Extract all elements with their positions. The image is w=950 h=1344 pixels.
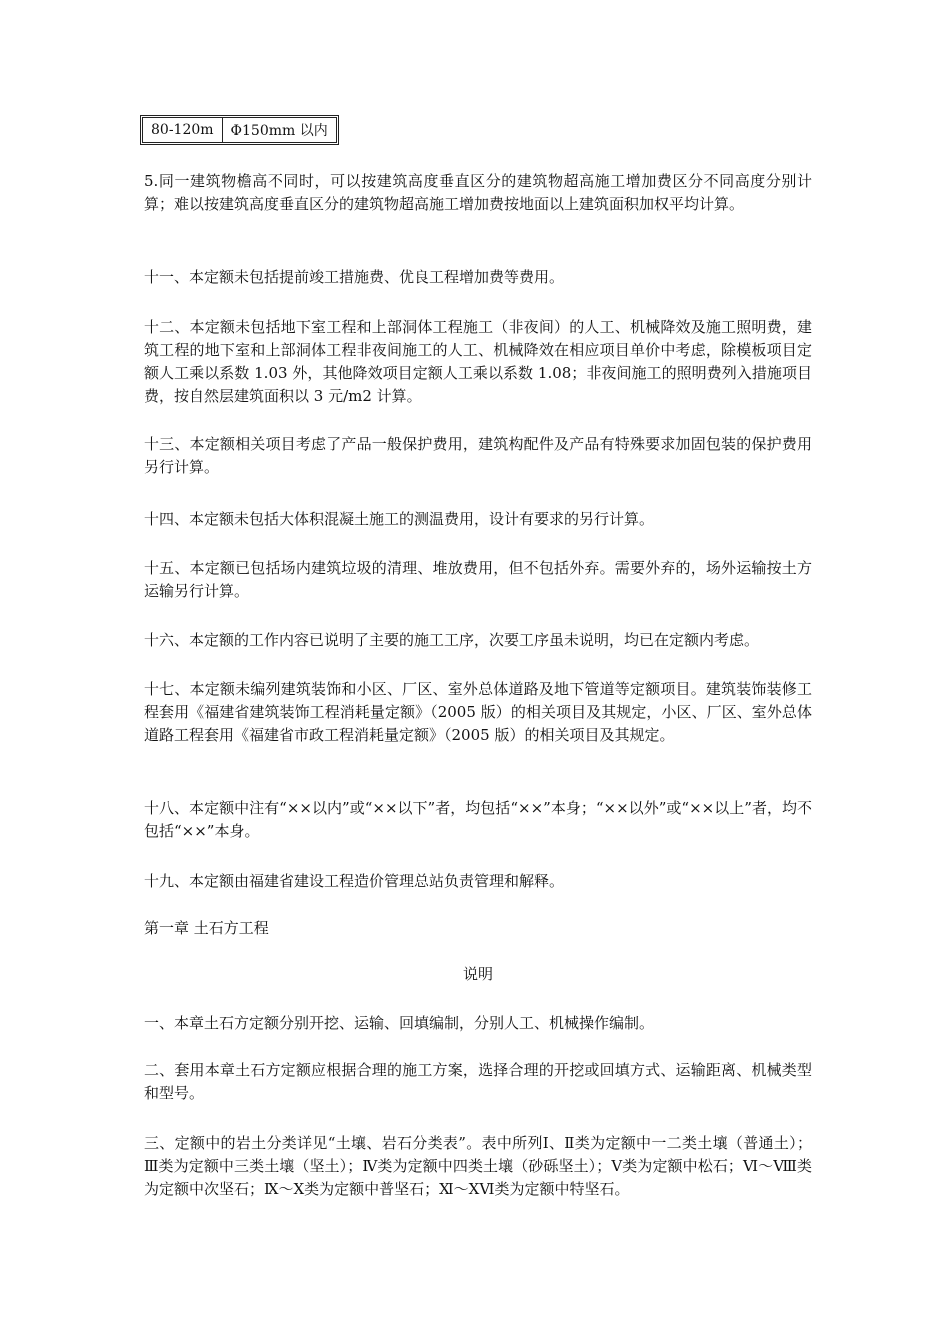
chapter-para-1: 一、本章土石方定额分别开挖、运输、回填编制，分别人工、机械操作编制。 <box>144 1014 655 1032</box>
paragraph-18: 十八、本定额中注有“××以内”或“××以下”者，均包括“××”本身；“××以外”或“××以上”者，均不包括“××”本身。 <box>144 799 812 840</box>
height-table <box>142 117 337 143</box>
paragraph-5: 5.同一建筑物檐高不同时，可以按建筑高度垂直区分的建筑物超高施工增加费区分不同高度分别计算；难以按建筑高度垂直区分的建筑物超高施工增加费按地面以上建筑面积加权平均计算。 <box>144 172 812 213</box>
paragraph-11: 十一、本定额未包括提前竣工措施费、优良工程增加费等费用。 <box>144 268 565 286</box>
chapter-para-2: 二、套用本章土石方定额应根据合理的施工方案，选择合理的开挖或回填方式、运输距离、机械类型和型号。 <box>144 1061 812 1102</box>
table-cell-diameter: Φ150mm 以内 <box>222 118 336 143</box>
section-heading: 说明 <box>462 965 493 983</box>
paragraph-13: 十三、本定额相关项目考虑了产品一般保护费用，建筑构配件及产品有特殊要求加固包装的保护费用另行计算。 <box>144 435 812 476</box>
table-cell-height: 80-120m <box>143 118 223 143</box>
table-row <box>143 118 337 143</box>
paragraph-15: 十五、本定额已包括场内建筑垃圾的清理、堆放费用，但不包括外弃。需要外弃的，场外运输按土方运输另行计算。 <box>144 559 812 600</box>
paragraph-17: 十七、本定额未编列建筑装饰和小区、厂区、室外总体道路及地下管道等定额项目。建筑装饰装修工程套用《福建省建筑装饰工程消耗量定额》（2005 版）的相关项目及其规定，小区、厂区、室外总体道路工程套用《福建省市政工程消耗量定额》（2005 版）的相关项目及其规定。 <box>144 680 812 744</box>
chapter-title: 第一章 土石方工程 <box>144 919 269 937</box>
paragraph-16: 十六、本定额的工作内容已说明了主要的施工工序，次要工序虽未说明，均已在定额内考虑。 <box>144 631 760 649</box>
paragraph-12: 十二、本定额未包括地下室工程和上部洞体工程施工（非夜间）的人工、机械降效及施工照明费，建筑工程的地下室和上部洞体工程非夜间施工的人工、机械降效在相应项目单价中考虑，除模板项目定额人工乘以系数 1.03 外，其他降效项目定额人工乘以系数 1.08；非夜间施工的照明费列入措施项目费，按自然层建筑面积以 3 元/m2 计算。 <box>144 318 812 405</box>
chapter-para-3: 三、定额中的岩土分类详见“土壤、岩石分类表”。表中所列Ⅰ、Ⅱ类为定额中一二类土壤（普通土）；Ⅲ类为定额中三类土壤（坚土）；Ⅳ类为定额中四类土壤（砂砾坚土）；Ⅴ类为定额中松石；Ⅵ～Ⅷ类为定额中次坚石；Ⅸ～Ⅹ类为定额中普坚石；Ⅺ～ⅩⅥ类为定额中特坚石。 <box>144 1134 812 1198</box>
paragraph-19: 十九、本定额由福建省建设工程造价管理总站负责管理和解释。 <box>144 872 565 890</box>
paragraph-14: 十四、本定额未包括大体积混凝土施工的测温费用，设计有要求的另行计算。 <box>144 510 655 528</box>
